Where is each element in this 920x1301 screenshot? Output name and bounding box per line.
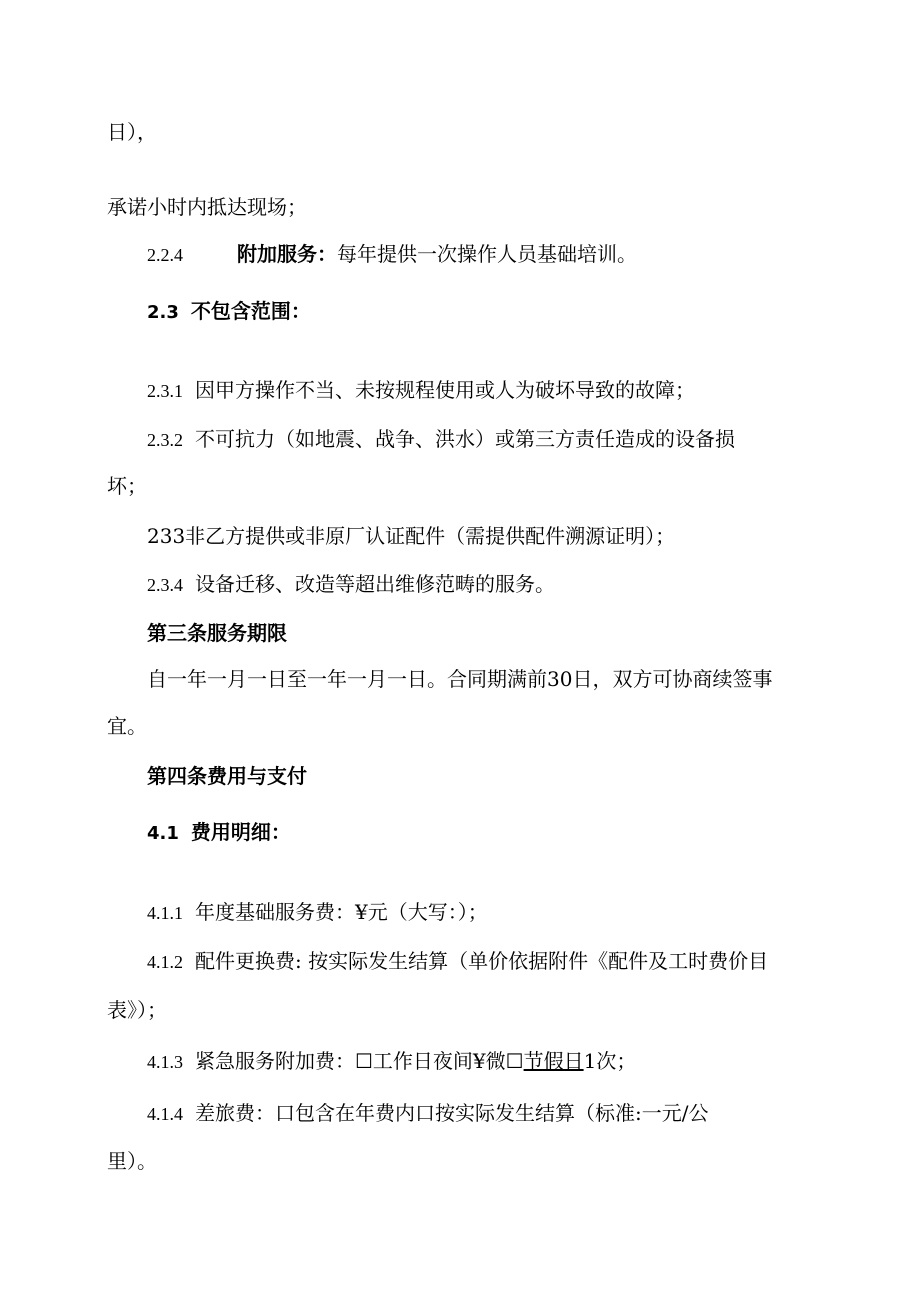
clause-2-3-2: [147, 425, 735, 453]
clause-bold-label: 附加服务：: [237, 242, 337, 266]
clause-text: 差旅费：口包含在年费内口按实际发生结算（标准:一元/公: [195, 1101, 709, 1125]
clause-text-tail: 1次；: [583, 1049, 637, 1073]
clause-number: 2.2.4: [147, 245, 183, 265]
clause-number: 4.1.3: [147, 1052, 183, 1072]
section-number: 4.1: [147, 823, 179, 844]
clause-number: 4.1.4: [147, 1104, 183, 1124]
text-line-17: 表》）；: [107, 998, 167, 1022]
clause-4-1-4: [147, 1099, 708, 1127]
section-4-1-heading: [147, 818, 291, 846]
clause-text: 年度基础服务费：¥元（大写：）；: [195, 900, 488, 924]
clause-text: 设备迁移、改造等超出维修范畴的服务。: [195, 572, 555, 596]
underlined-holiday-text: 节假日: [523, 1049, 584, 1073]
section-2-3-heading: [147, 297, 311, 325]
clause-4-1-1: [147, 898, 488, 926]
clause-number: 2.3.4: [147, 575, 183, 595]
clause-text: 每年提供一次操作人员基础培训。: [337, 242, 637, 266]
clause-text: 紧急服务附加费：☐工作日夜间¥微☐: [195, 1049, 524, 1073]
clause-4-1-3: [147, 1047, 636, 1075]
text-line-12: 宜。: [107, 714, 147, 738]
clause-number: 4.1.1: [147, 903, 183, 923]
clause-2-2-4: [147, 240, 637, 268]
clause-4-1-2: [147, 947, 768, 975]
clause-number: 4.1.2: [147, 952, 183, 972]
article-3-text: 自一年一月一日至一年一月一日。合同期满前30日，双方可协商续签事: [147, 667, 773, 691]
article-3-heading: 第三条服务期限: [147, 621, 287, 645]
article-4-heading: 第四条费用与支付: [147, 764, 307, 788]
section-number: 2.3: [147, 302, 179, 323]
clause-2-3-4: [147, 570, 555, 598]
clause-number: 2.3.2: [147, 430, 183, 450]
clause-text: 不可抗力（如地震、战争、洪水）或第三方责任造成的设备损: [195, 427, 735, 451]
section-title: 不包含范围：: [190, 299, 311, 323]
clause-text: 因甲方操作不当、未按规程使用或人为破坏导致的故障；: [195, 378, 695, 402]
section-title: 费用明细：: [190, 820, 291, 844]
clause-text: 配件更换费: 按实际发生结算（单价依据附件《配件及工时费价目: [195, 949, 769, 973]
text-line-1: 日），: [107, 120, 157, 144]
text-line-20: 里）。: [107, 1149, 157, 1173]
text-line-2: 承诺小时内抵达现场；: [107, 195, 307, 219]
text-line-7: 坏；: [107, 474, 147, 498]
clause-2-3-3: 233非乙方提供或非原厂认证配件（需提供配件溯源证明）；: [147, 524, 676, 548]
clause-2-3-1: [147, 376, 695, 404]
clause-number: 2.3.1: [147, 381, 183, 401]
